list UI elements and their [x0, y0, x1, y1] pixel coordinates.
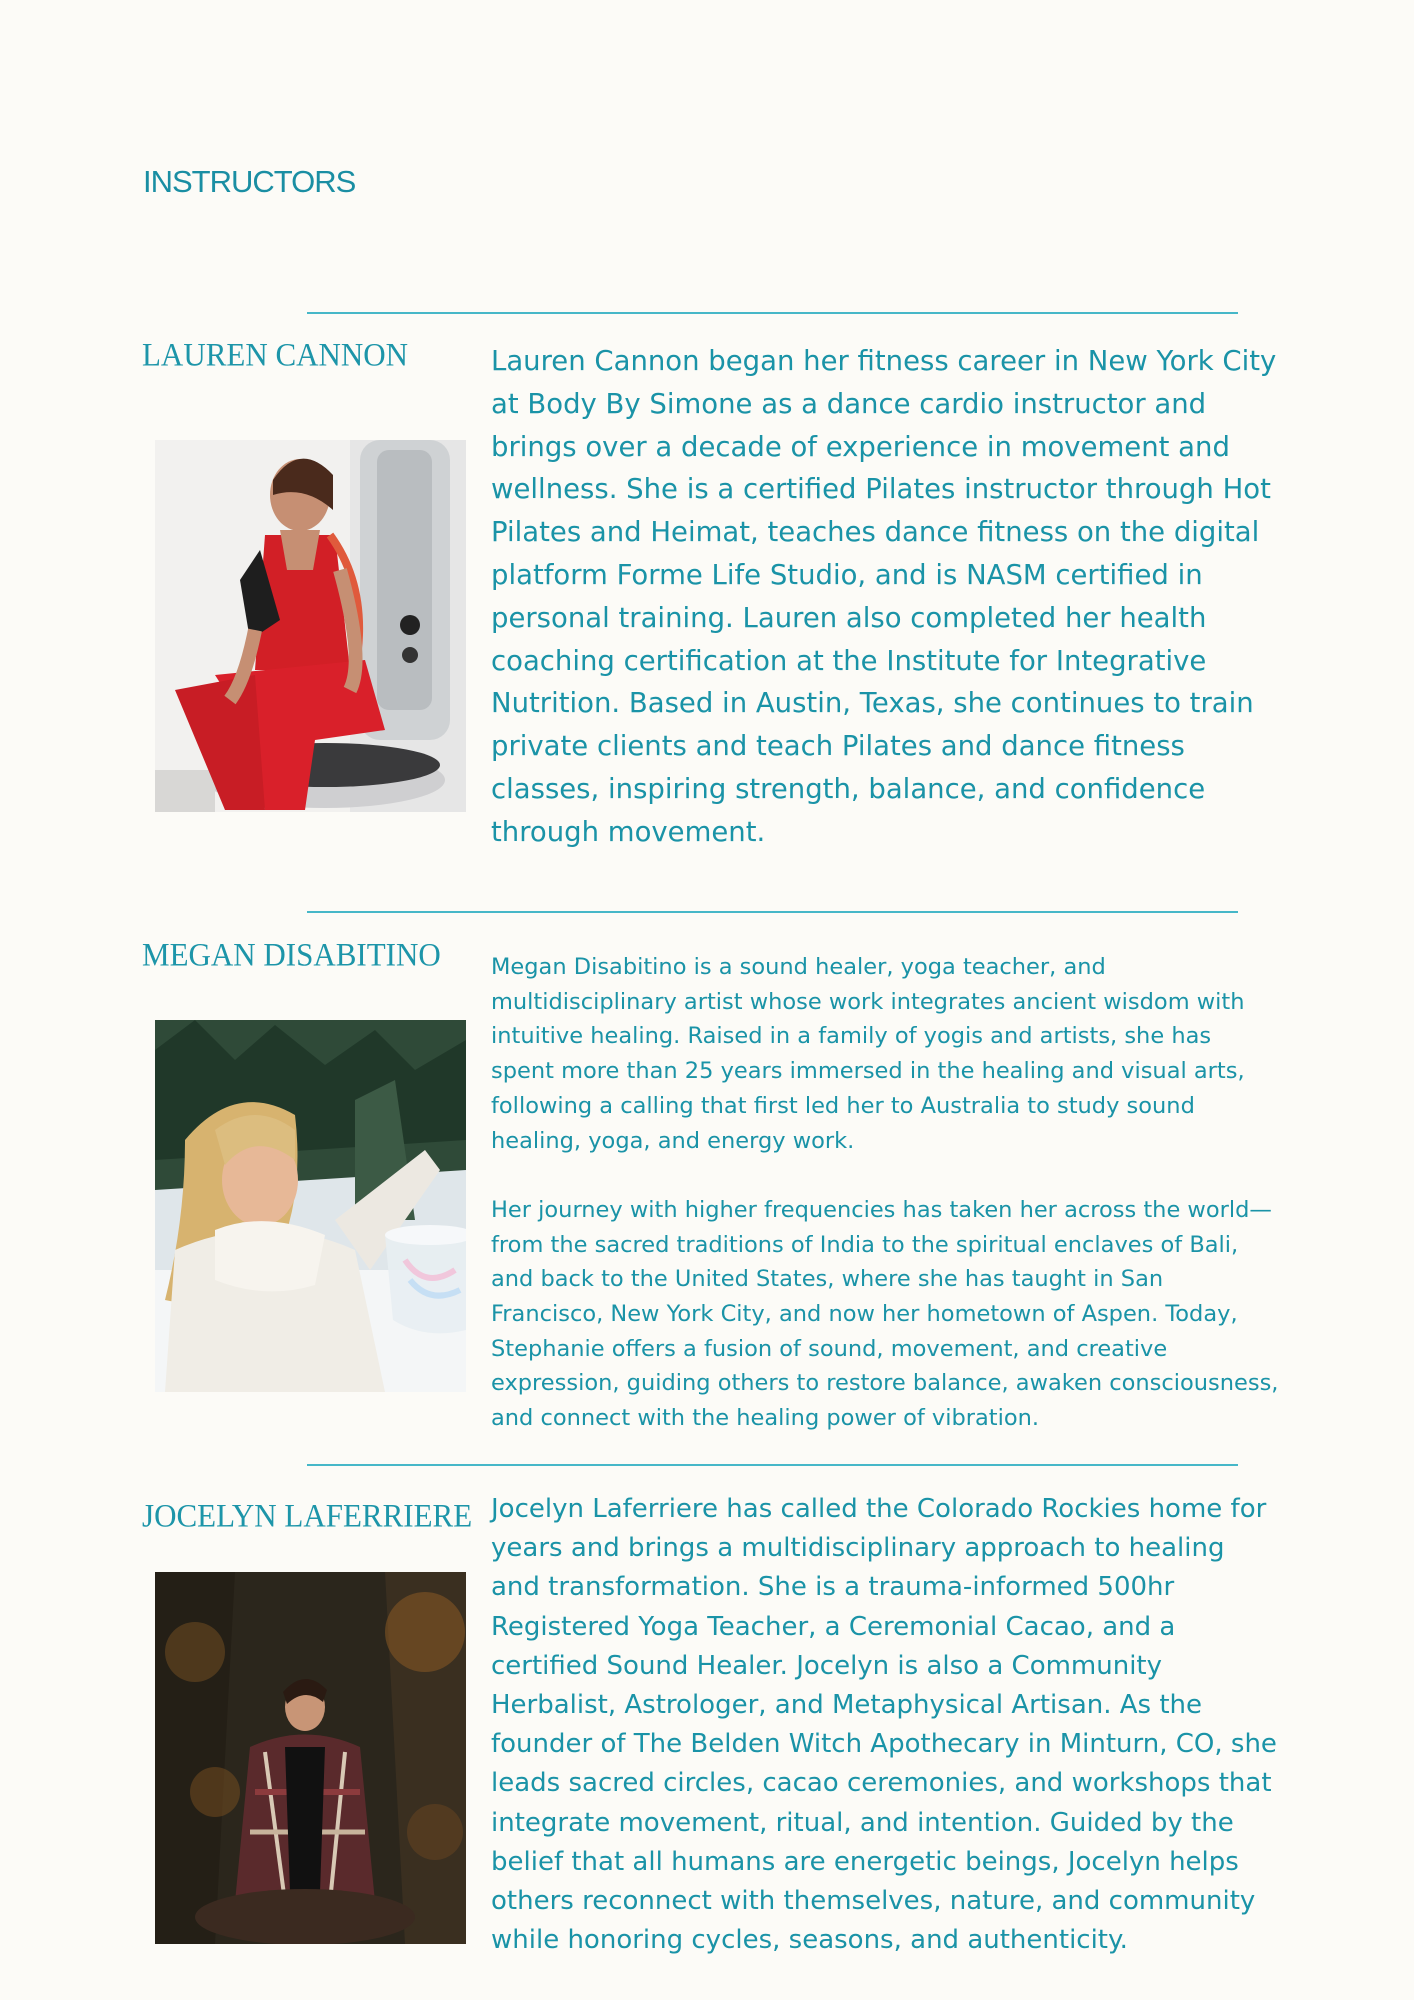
bio-paragraph: Her journey with higher frequencies has taken her across the world—from the sacred traditions of India to the spiritual enclaves of Bali, and back to the United States, where she has taught in San Francisco, New York City, and now her hometown of Aspen. Today, Stephanie offers a fusion of sound, movement, and creative expression, guiding others to restore balance, awaken consciousness, and connect with the healing power of vibration.: [491, 1196, 1279, 1432]
bio-paragraph: Jocelyn Laferriere has called the Colorado Rockies home for years and brings a multidisciplinary approach to healing and transformation. She is a trauma-informed 500hr Registered Yoga Teacher, a Ceremonial Cacao, and a certified Sound Healer. Jocelyn is also a Community Herbalist, Astrologer, and Metaphysical Artisan. As the founder of The Belden Witch Apothecary in Minturn, CO, she leads sacred circles, cacao ceremonies, and workshops that integrate movement, ritual, and intention. Guided by the belief that all humans are energetic beings, Jocelyn helps others reconnect with themselves, nature, and community while honoring cycles, seasons, and authenticity.: [491, 1494, 1277, 1956]
instructor-photo: [155, 1572, 466, 1944]
section-divider: [307, 911, 1238, 913]
instructor-name: JOCELYN LAFERRIERE: [142, 1497, 473, 1534]
instructor-name: MEGAN DISABITINO: [142, 936, 441, 973]
instructor-bio: [491, 1490, 1281, 1960]
instructor-photo: [155, 1020, 466, 1392]
instructor-name: LAUREN CANNON: [142, 336, 409, 373]
section-divider: [307, 1464, 1238, 1466]
instructor-bio: [491, 340, 1281, 854]
section-divider: [307, 312, 1238, 314]
instructor-bio: [491, 950, 1281, 1436]
bio-paragraph: Lauren Cannon began her fitness career in New York City at Body By Simone as a dance cardio instructor and brings over a decade of experience in movement and wellness. She is a certified Pilates instructor through Hot Pilates and Heimat, teaches dance fitness on the digital platform Forme Life Studio, and is NASM certified in personal training. Lauren also completed her health coaching certification at the Institute for Integrative Nutrition. Based in Austin, Texas, she continues to train private clients and teach Pilates and dance fitness classes, inspiring strength, balance, and confidence through movement.: [491, 345, 1277, 848]
instructor-photo: [155, 440, 466, 812]
bio-paragraph: Megan Disabitino is a sound healer, yoga teacher, and multidisciplinary artist whose work integrates ancient wisdom with intuitive healing. Raised in a family of yogis and artists, she has spent more than 25 years immersed in the healing and visual arts, following a calling that first led her to Australia to study sound healing, yoga, and energy work.: [491, 954, 1245, 1154]
page-title: INSTRUCTORS: [143, 164, 356, 199]
